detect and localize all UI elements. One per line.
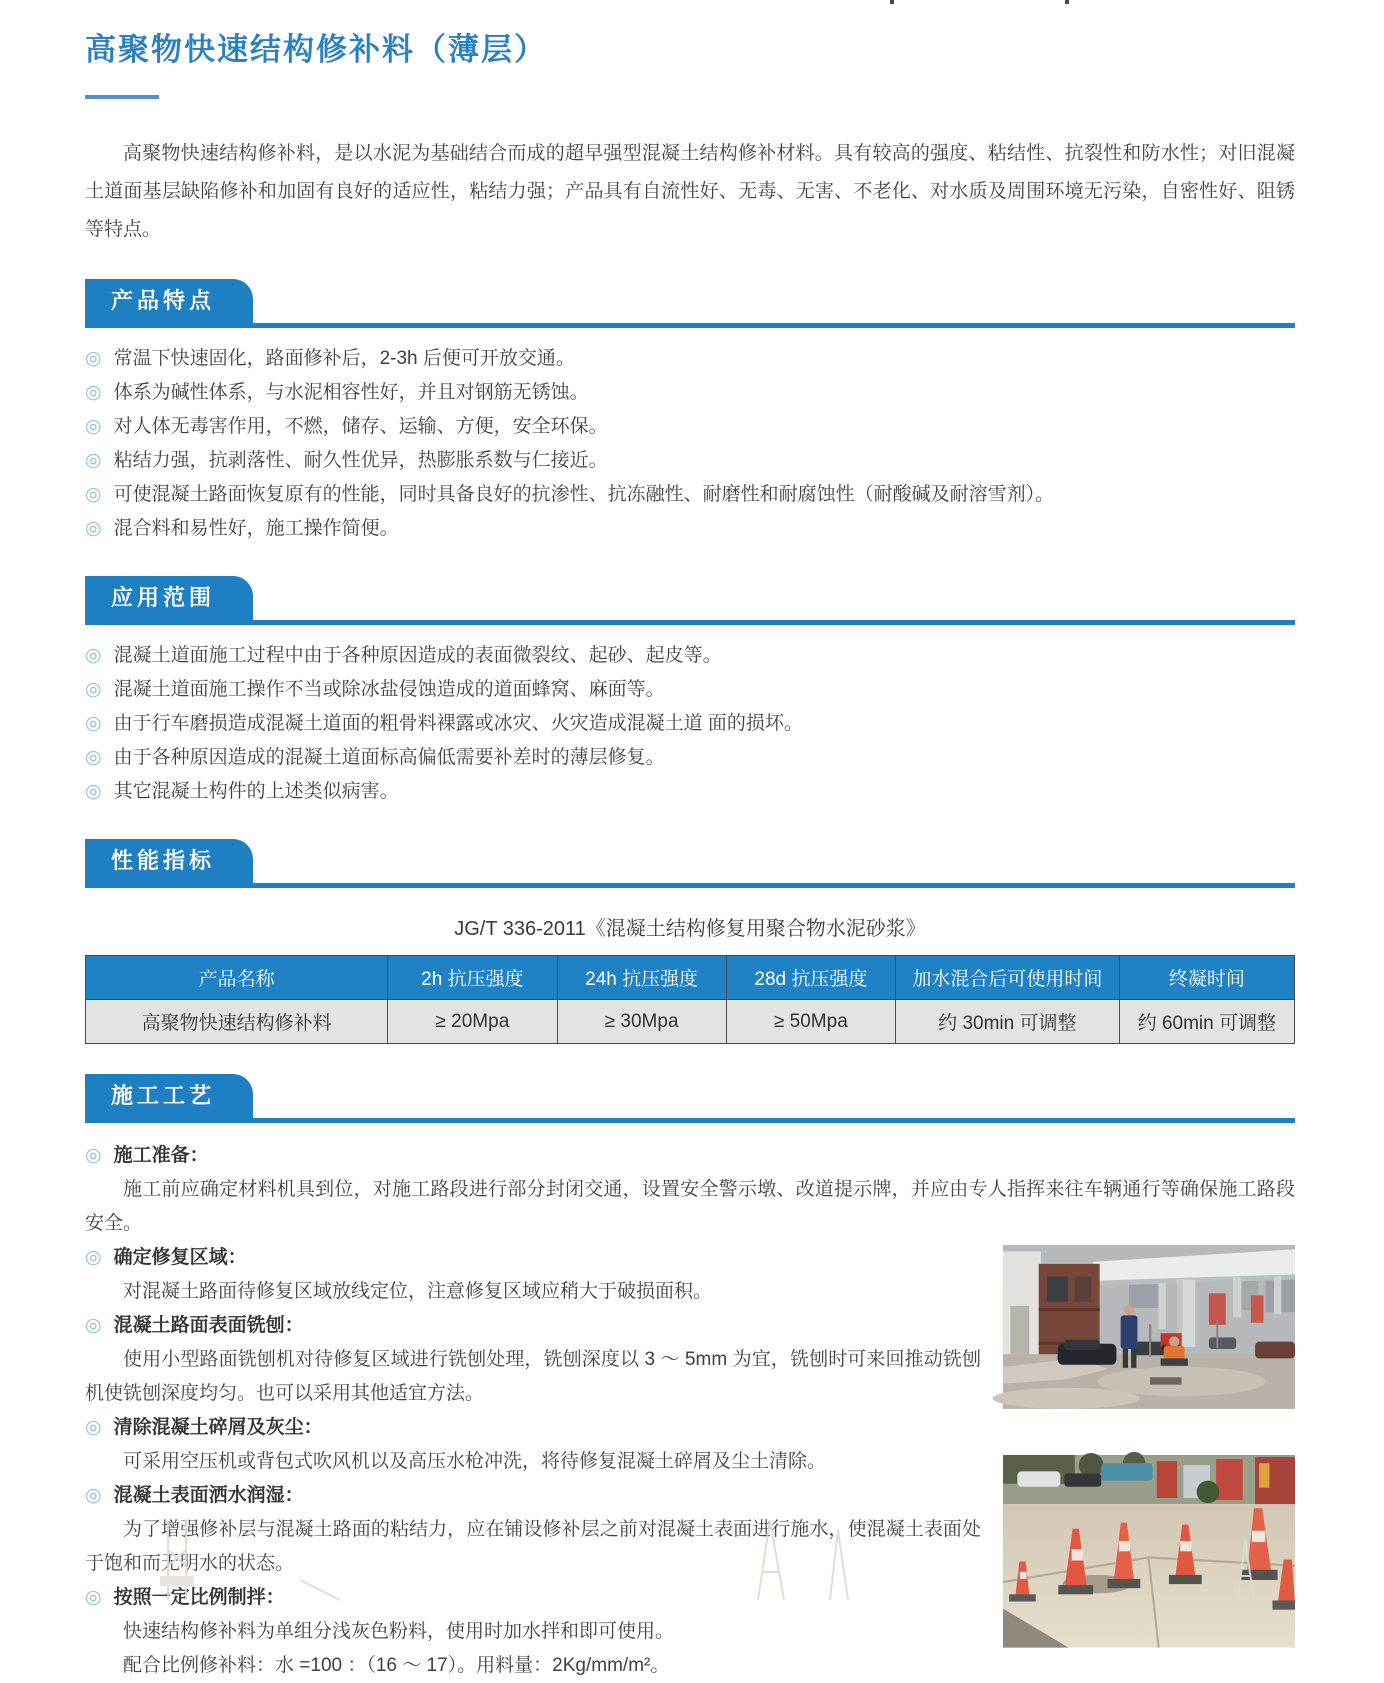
list-item-text: 混合料和易性好，施工操作简便。: [113, 518, 399, 539]
list-item: [85, 444, 1295, 478]
section-header-applications: [85, 576, 1295, 625]
repaired-pavement-cones-photo-graphic: [1003, 1455, 1295, 1648]
table-row: [86, 1000, 1295, 1044]
section-tab-label: 性能指标: [85, 839, 253, 883]
column-header: 24h 抗压强度: [557, 956, 726, 1000]
process-step: [85, 1139, 1295, 1241]
list-item-text: 混凝土道面施工过程中由于各种原因造成的表面微裂纹、起砂、起皮等。: [113, 645, 722, 666]
title-underline: [85, 95, 159, 99]
construction-site-photo-graphic: [1003, 1245, 1295, 1409]
list-item: [85, 741, 1295, 775]
intro-paragraph: 高聚物快速结构修补料，是以水泥为基础结合而成的超早强型混凝土结构修补材料。具有较高的强度、粘结性、抗裂性和防水性；对旧混凝土道面基层缺陷修补和加固有良好的适应性，粘结力强；产品具有自流性好、无毒、无害、不老化、对水质及周围环境无污染，自密性好、阻锈等特点。: [85, 143, 1295, 240]
section-tab-label: 产品特点: [85, 279, 253, 323]
table-cell: 高聚物快速结构修补料: [86, 1000, 388, 1044]
section-tab-label: 应用范围: [85, 576, 253, 620]
process-content: [85, 1139, 1295, 1683]
column-header: 终凝时间: [1119, 956, 1294, 1000]
page-crop-artifact: [890, 0, 894, 4]
process-step-title: 混凝土路面表面铣刨：: [113, 1315, 304, 1336]
ring-bullet-icon: ◎: [85, 382, 102, 403]
process-step-title: 施工准备：: [113, 1145, 209, 1166]
ring-bullet-icon: ◎: [85, 1145, 102, 1166]
ring-bullet-icon: ◎: [85, 484, 102, 505]
features-list: [85, 342, 1295, 546]
repaired-pavement-cones-photo: [1003, 1455, 1295, 1648]
column-header: 产品名称: [86, 956, 388, 1000]
list-item-text: 由于行车磨损造成混凝土道面的粗骨料裸露或冰灾、火灾造成混凝土道 面的损坏。: [113, 713, 803, 734]
list-item-text: 对人体无毒害作用，不燃，储存、运输、方便，安全环保。: [113, 416, 608, 437]
performance-table: [85, 955, 1295, 1044]
column-header: 加水混合后可使用时间: [896, 956, 1120, 1000]
section-header-performance: [85, 839, 1295, 888]
list-item-text: 其它混凝土构件的上述类似病害。: [113, 781, 399, 802]
process-step-title: 清除混凝土碎屑及灰尘：: [113, 1417, 323, 1438]
ring-bullet-icon: ◎: [85, 781, 102, 802]
table-header-row: [86, 956, 1295, 1000]
list-item-text: 常温下快速固化，路面修补后，2-3h 后便可开放交通。: [113, 348, 575, 369]
ring-bullet-icon: ◎: [85, 713, 102, 734]
table-cell: 约 30min 可调整: [896, 1000, 1120, 1044]
process-step-body: 为了增强修补层与混凝土路面的粘结力，应在铺设修补层之前对混凝土表面进行施水，使混凝土表面处于饱和而无明水的状态。: [85, 1519, 981, 1574]
process-step-body: 施工前应确定材料机具到位，对施工路段进行部分封闭交通，设置安全警示墩、改道提示牌，并应由专人指挥来往车辆通行等确保施工路段安全。: [85, 1179, 1295, 1234]
table-cell: ≥ 20Mpa: [388, 1000, 557, 1044]
applications-list: [85, 639, 1295, 809]
table-cell: ≥ 30Mpa: [557, 1000, 726, 1044]
list-item: [85, 707, 1295, 741]
process-step-body: 快速结构修补料为单组分浅灰色粉料，使用时加水拌和即可使用。: [123, 1621, 675, 1642]
list-item: [85, 639, 1295, 673]
list-item: [85, 342, 1295, 376]
standard-reference: JG/T 336-2011《混凝土结构修复用聚合物水泥砂浆》: [454, 918, 926, 940]
construction-site-photo: [1003, 1245, 1295, 1409]
list-item: [85, 478, 1295, 512]
section-tab-label: 施工工艺: [85, 1074, 253, 1118]
list-item-text: 粘结力强，抗剥落性、耐久性优异，热膨胀系数与仁接近。: [113, 450, 608, 471]
list-item: [85, 512, 1295, 546]
list-item-text: 体系为碱性体系，与水泥相容性好，并且对钢筋无锈蚀。: [113, 382, 589, 403]
list-item: [85, 376, 1295, 410]
table-cell: ≥ 50Mpa: [726, 1000, 895, 1044]
section-header-process: [85, 1074, 1295, 1123]
section-header-features: [85, 279, 1295, 328]
page-crop-artifact: [1065, 0, 1069, 4]
list-item: [85, 410, 1295, 444]
list-item-text: 可使混凝土路面恢复原有的性能，同时具备良好的抗渗性、抗冻融性、耐磨性和耐腐蚀性（耐酸碱及耐溶雪剂）。: [113, 484, 1055, 505]
process-step-body: 对混凝土路面待修复区域放线定位，注意修复区域应稍大于破损面积。: [123, 1281, 713, 1302]
process-step-title: 按照一定比例制拌：: [113, 1587, 285, 1608]
ring-bullet-icon: ◎: [85, 416, 102, 437]
ring-bullet-icon: ◎: [85, 450, 102, 471]
process-step-body: 使用小型路面铣刨机对待修复区域进行铣刨处理，铣刨深度以 3 ～ 5mm 为宜，铣刨时可来回推动铣刨机使铣刨深度均匀。也可以采用其他适宜方法。: [85, 1349, 981, 1404]
ring-bullet-icon: ◎: [85, 518, 102, 539]
ring-bullet-icon: ◎: [85, 1587, 102, 1608]
list-item-text: 由于各种原因造成的混凝土道面标高偏低需要补差时的薄层修复。: [113, 747, 665, 768]
list-item-text: 混凝土道面施工操作不当或除冰盐侵蚀造成的道面蜂窝、麻面等。: [113, 679, 665, 700]
process-step-title: 混凝土表面洒水润湿：: [113, 1485, 304, 1506]
column-header: 2h 抗压强度: [388, 956, 557, 1000]
page-title: 高聚物快速结构修补料（薄层）: [85, 32, 547, 67]
table-cell: 约 60min 可调整: [1119, 1000, 1294, 1044]
ring-bullet-icon: ◎: [85, 679, 102, 700]
ring-bullet-icon: ◎: [85, 348, 102, 369]
process-step-body: 可采用空压机或背包式吹风机以及高压水枪冲洗，将待修复混凝土碎屑及尘土清除。: [123, 1451, 827, 1472]
ring-bullet-icon: ◎: [85, 1247, 102, 1268]
list-item: [85, 775, 1295, 809]
ring-bullet-icon: ◎: [85, 1485, 102, 1506]
column-header: 28d 抗压强度: [726, 956, 895, 1000]
process-photos-column: [1003, 1245, 1295, 1647]
process-step-body: 配合比例修补料：水 =100 ：（16 ～ 17）。用料量：2Kg/mm/m²。: [123, 1655, 670, 1676]
process-step-title: 确定修复区域：: [113, 1247, 247, 1268]
ring-bullet-icon: ◎: [85, 1417, 102, 1438]
ring-bullet-icon: ◎: [85, 1315, 102, 1336]
ring-bullet-icon: ◎: [85, 747, 102, 768]
list-item: [85, 673, 1295, 707]
ring-bullet-icon: ◎: [85, 645, 102, 666]
